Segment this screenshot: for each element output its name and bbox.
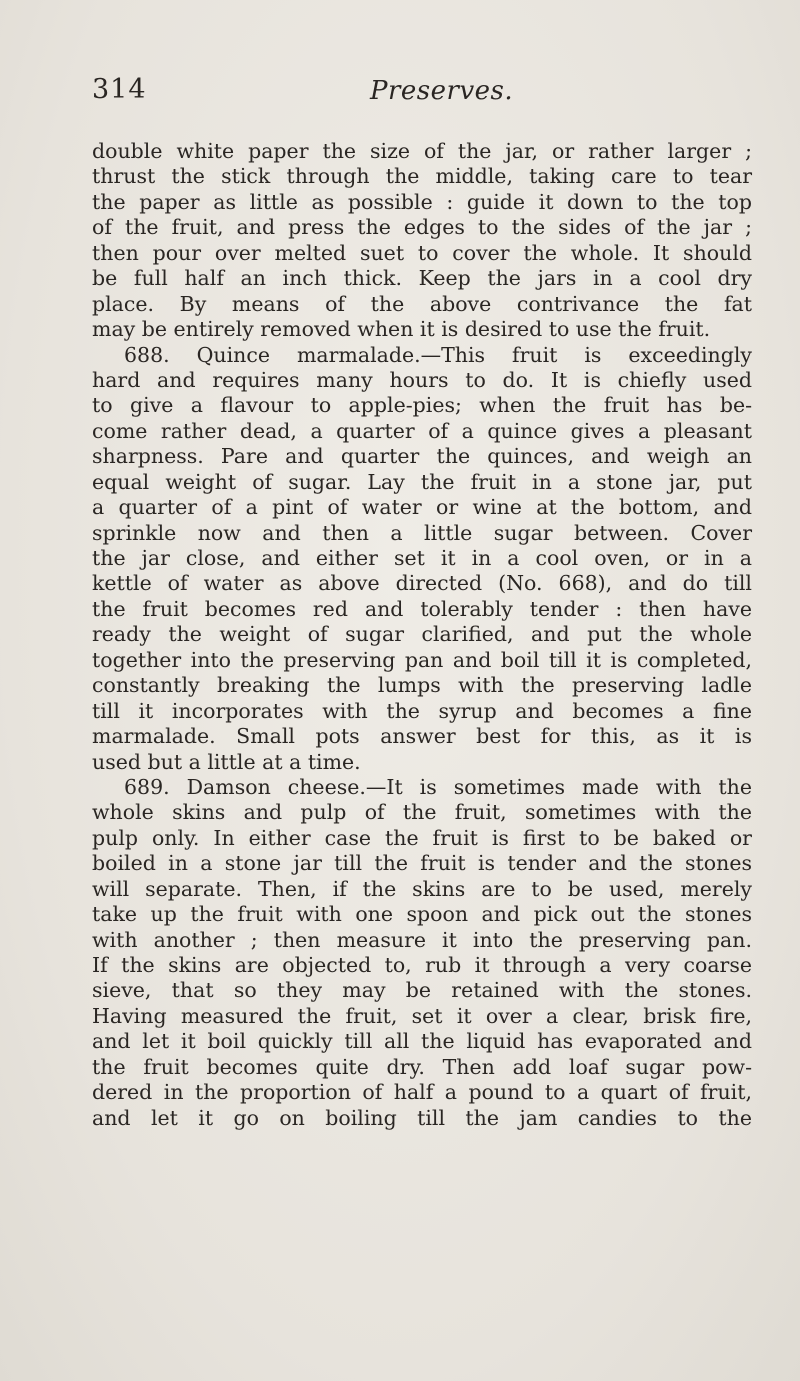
- text-line: If the skins are objected to, rub it through a very coarse: [92, 953, 752, 977]
- text-line: and let it go on boiling till the jam candies to the: [92, 1105, 752, 1130]
- text-line: ready the weight of sugar clarified, and put the whole: [92, 622, 752, 647]
- text-line: whole skins and pulp of the fruit, sometimes with the: [92, 800, 752, 825]
- running-head: Preserves.: [370, 76, 514, 106]
- text-line: marmalade. Small pots answer best for this, as it is: [92, 724, 752, 749]
- text-line: together into the preserving pan and boil till it is completed,: [92, 647, 752, 672]
- text-line: the fruit becomes red and tolerably tender : then have: [92, 596, 752, 621]
- text-line: thrust the stick through the middle, taking care to tear: [92, 164, 752, 189]
- text-line: till it incorporates with the syrup and becomes a fine: [92, 698, 752, 723]
- text-line: be full half an inch thick. Keep the jars in a cool dry: [92, 266, 752, 291]
- text-line: Having measured the fruit, set it over a clear, brisk fire,: [92, 1003, 752, 1028]
- text-line: kettle of water as above directed (No. 668), and do till: [92, 571, 752, 596]
- page-header: [92, 74, 712, 114]
- page-number: 314: [92, 74, 147, 105]
- text-line: equal weight of sugar. Lay the fruit in a stone jar, put: [92, 469, 752, 494]
- text-line: a quarter of a pint of water or wine at the bottom, and: [92, 495, 752, 520]
- text-line: the jar close, and either set it in a cool oven, or in a: [92, 546, 752, 570]
- text-line: take up the fruit with one spoon and pick out the stones: [92, 902, 752, 927]
- text-line: place. By means of the above contrivance the fat: [92, 291, 752, 316]
- text-line: to give a flavour to apple-pies; when the fruit has be-: [92, 393, 752, 418]
- text-line: constantly breaking the lumps with the preserving ladle: [92, 673, 752, 698]
- text-line: double white paper the size of the jar, or rather larger ;: [92, 139, 752, 163]
- text-line: sieve, that so they may be retained with the stones.: [92, 978, 752, 1003]
- text-line: come rather dead, a quarter of a quince gives a pleasant: [92, 418, 752, 443]
- body-text: [92, 139, 752, 1131]
- text-line: 689. Damson cheese.—It is sometimes made with the: [124, 774, 752, 799]
- text-line: with another ; then measure it into the preserving pan.: [92, 927, 752, 952]
- text-line: of the fruit, and press the edges to the sides of the jar ;: [92, 215, 752, 240]
- text-line: dered in the proportion of half a pound to a quart of fruit,: [92, 1080, 752, 1105]
- text-line: the fruit becomes quite dry. Then add loaf sugar pow-: [92, 1054, 752, 1079]
- text-line: boiled in a stone jar till the fruit is tender and the stones: [92, 851, 752, 876]
- text-line: used but a little at a time.: [92, 749, 361, 774]
- text-line: pulp only. In either case the fruit is first to be baked or: [92, 825, 752, 850]
- text-line: will separate. Then, if the skins are to be used, merely: [92, 876, 752, 901]
- text-line: hard and requires many hours to do. It is chiefly used: [92, 367, 752, 392]
- text-line: sprinkle now and then a little sugar between. Cover: [92, 520, 752, 545]
- text-line: then pour over melted suet to cover the whole. It should: [92, 240, 752, 265]
- text-line: sharpness. Pare and quarter the quinces, and weigh an: [92, 444, 752, 469]
- text-line: 688. Quince marmalade.—This fruit is exceedingly: [124, 342, 752, 367]
- text-line: may be entirely removed when it is desired to use the fruit.: [92, 317, 711, 342]
- text-line: the paper as little as possible : guide it down to the top: [92, 189, 752, 214]
- text-line: and let it boil quickly till all the liquid has evaporated and: [92, 1029, 752, 1054]
